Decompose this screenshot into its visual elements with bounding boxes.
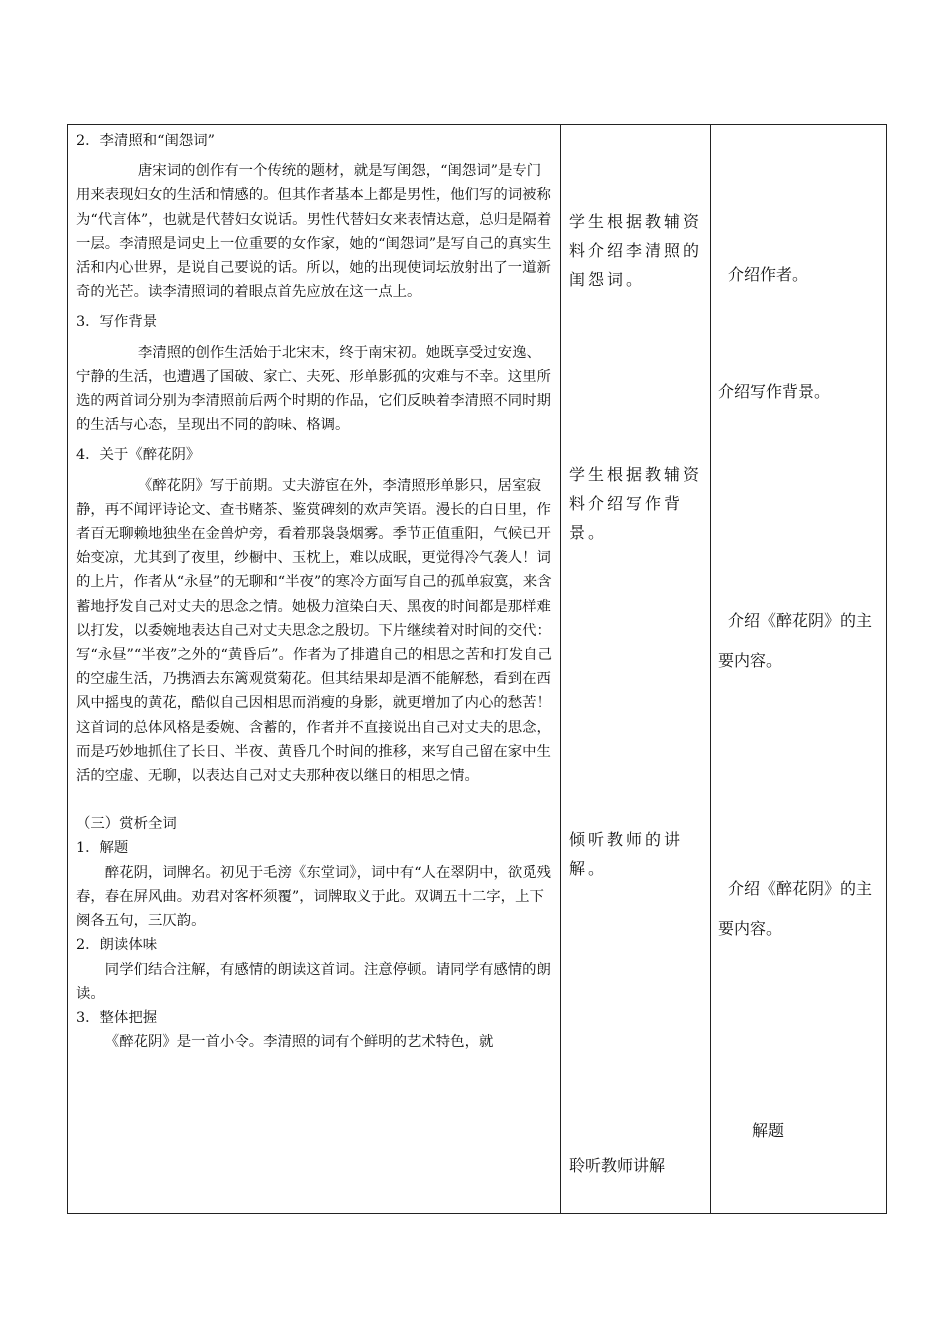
- section-heading: 3．整体把握: [76, 1009, 158, 1026]
- column-divider: [560, 125, 561, 1213]
- section-heading: 1．解题: [76, 840, 129, 857]
- section-paragraph: 同学们结合注解，有感情的朗读这首词。注意停顿。请同学有感情的朗读。: [76, 961, 551, 1002]
- section-heading: 2．朗读体味: [76, 937, 158, 954]
- student-note: 聆听教师讲解: [569, 1156, 666, 1175]
- teacher-note: 解题: [752, 1121, 785, 1140]
- column-divider: [710, 125, 711, 1213]
- section-heading: 4．关于《醉花阴》: [76, 447, 201, 464]
- section-paragraph: 《醉花阴》是一首小令。李清照的词有个鲜明的艺术特色，就: [104, 1034, 494, 1051]
- teacher-note: 介绍写作背景。: [718, 382, 831, 401]
- student-note: 学生根据教辅资料介绍李清照的闺怨词。: [569, 212, 703, 289]
- section-heading: 2．李清照和“闺怨词”: [76, 133, 215, 149]
- section-paragraph: 李清照的创作生活始于北宋末，终于南宋初。她既享受过安逸、宁静的生活，也遭遇了国破、家亡、夫死、形单影孤的灾难与不幸。这里所选的两首词分别为李清照前后两个时期的作品，它们反映着李清照不同时期的生活与心态，呈现出不同的韵味、格调。: [76, 344, 551, 434]
- teacher-note: 介绍《醉花阴》的主要内容。: [718, 879, 873, 938]
- section-heading: （三）赏析全词: [76, 816, 177, 833]
- teacher-note: 介绍《醉花阴》的主要内容。: [718, 611, 873, 670]
- student-note: 学生根据教辅资料介绍写作背景。: [569, 465, 703, 542]
- student-note: 倾听教师的讲解。: [569, 830, 684, 878]
- content-column: [76, 129, 554, 1054]
- section-paragraph: 《醉花阴》写于前期。丈夫游宦在外，李清照形单影只，居室寂静，再不闻评诗论文、查书赌茶、鉴赏碑刻的欢声笑语。漫长的白日里，作者百无聊赖地独坐在金兽炉旁，看着那袅袅烟雾。季节正值重阳，气候已开始变凉，尤其到了夜里，纱橱中、玉枕上，难以成眠，更觉得冷气袭人！词的上片，作者从“永昼”的无聊和“半夜”的寒冷方面写自己的孤单寂寞，来含蓄地抒发自己对丈夫的思念之情。她极力渲染白天、黑夜的时间都是那样难以打发，以委婉地表达自己对丈夫思念之殷切。下片继续着对时间的交代：写“永昼”“半夜”之外的“黄昏后”。作者为了排遣自己的相思之苦和打发自己的空虚生活，乃携酒去东篱观赏菊花。但其结果却是酒不能解愁，看到在西风中摇曳的黄花，酷似自己因相思而消瘦的身影，就更增加了内心的愁苦！这首词的总体风格是委婉、含蓄的，作者并不直接说出自己对丈夫的思念，而是巧妙地抓住了长日、半夜、黄昏几个时间的推移，来写自己留在家中生活的空虚、无聊，以表达自己对丈夫那种夜以继日的相思之情。: [76, 477, 552, 785]
- section-paragraph: 唐宋词的创作有一个传统的题材，就是写闺怨，“闺怨词”是专门用来表现妇女的生活和情感的。但其作者基本上都是男性，他们写的词被称为“代言体”，也就是代替妇女说话。男性代替妇女来表情达意，总归是隔着一层。李清照是词史上一位重要的女作家，她的“闺怨词”是写自己的真实生活和内心世界，是说自己要说的话。所以，她的出现使词坛放射出了一道新奇的光芒。读李清照词的着眼点首先应放在这一点上。: [76, 163, 552, 301]
- section-heading: 3．写作背景: [76, 314, 158, 331]
- teacher-note: 介绍作者。: [728, 265, 809, 284]
- section-paragraph: 醉花阴，词牌名。初见于毛滂《东堂词》，词中有“人在翠阴中，欲觅残春，春在屏风曲。劝君对客杯须覆”，词牌取义于此。双调五十二字，上下阕各五句，三仄韵。: [76, 864, 552, 930]
- lesson-plan-table: [67, 124, 887, 1214]
